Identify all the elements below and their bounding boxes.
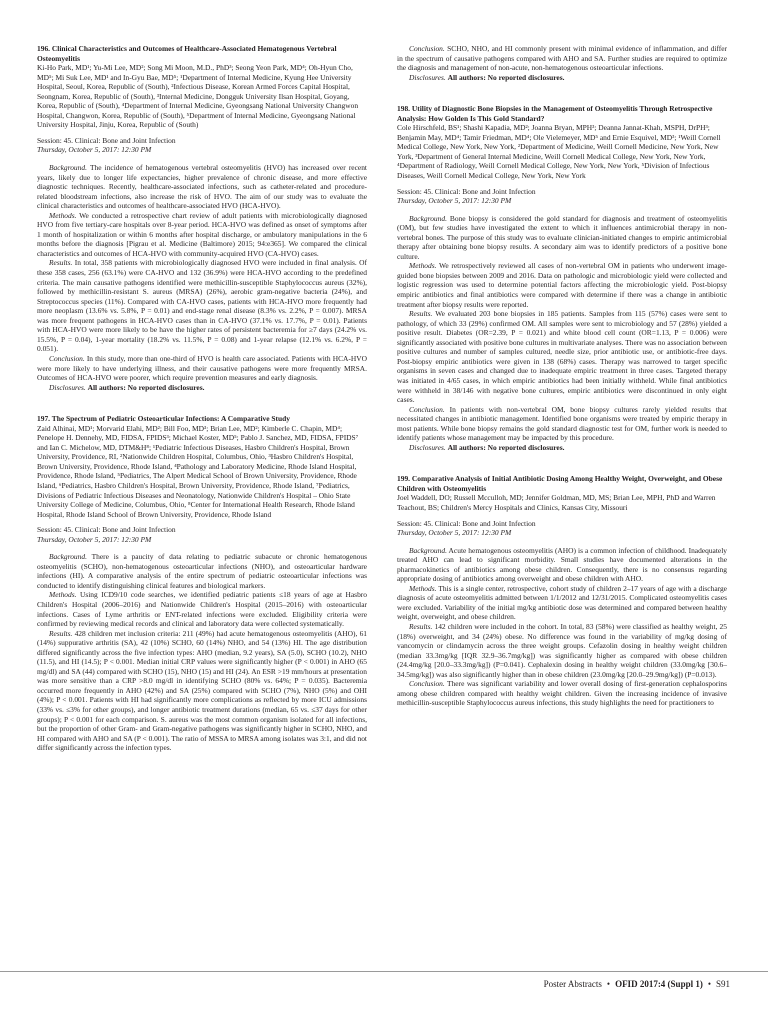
methods-paragraph [37, 590, 367, 628]
paragraph-text: Acute hematogenous osteomyelitis (AHO) is a common infection of childhood. Inadequately treated AHO can lead to significant morbidity. Small studies have documented alterations in the pharmacokinetics of antibiotics among obese children. Consequently, there is no consensus regarding appropriate dosing of antibiotics among overweight and obese children with AHO. [397, 545, 728, 584]
paragraph-text: 428 children met inclusion criteria: 211 (49%) had acute hematogenous osteomyelitis (AHO), 61 (14%) suppurative arthritis (SA), 42 (10%) SCHO, 60 (14%) NHO, and 54 (13%) HI. The age distribution differed significantly across the five infection types: AHO (median, 9.2 years), SA (5.0), SCHO (10.2), NHO (11.5), and HI (14.5); P < 0.001. Median initial CRP values were significantly higher (P < 0.001) in AHO (65 mg/dl) and SA (44) compared with SCHO (15), NHO (15) and HI (24). An ESR >19 mm/hours at presentation was more sensitive than a CRP >8.0 mg/dl in identifying SCHO (80% vs. 64%; P = 0.035). Bacteremia occurred more frequently in AHO (42%) and SA (25%) compared with SCHO (7%), NHO (5%) and OHI (4%); P < 0.001. Patients with HI had significantly more complications as reflected by more ICU admissions (33% vs. ≤3% for other groups), and longer antibiotic treatment durations (median, 65 vs. ≤37 days for other groups); P < 0.001 for each comparison. S. aureus was the most common organism isolated for all infections, but the proportion of other Gram- and Gram-negative pathogens was significantly higher in SCHO, NHO, and HI compared with AHO and SA (P < 0.001). The ratio of MSSA to MRSA among isolates was 3:1, and did not differ significantly across the infection types. [37, 628, 368, 753]
section-label: Conclusion. [49, 353, 85, 363]
footer-bullet: • [606, 979, 611, 989]
conclusion-paragraph [397, 405, 727, 443]
paragraph-text: All authors: No reported disclosures. [447, 442, 565, 452]
paragraph-text: All authors: No reported disclosures. [447, 72, 565, 82]
results-paragraph [37, 258, 367, 353]
author-list: Joel Waddell, DO; Russell Mcculloh, MD; Jennifer Goldman, MD, MS; Brian Lee, MPH, PhD and Warren Teachout, BS; Children's Mercy Hospitals and Clinics, Kansas City, Missouri [397, 493, 716, 512]
abstract-title: 198. Utility of Diagnostic Bone Biopsies in the Management of Osteomyelitis Through Retrospective Analysis: How Golden Is This Gold Standard? [397, 104, 713, 123]
conclusion-paragraph [397, 679, 727, 708]
abstract-title: 196. Clinical Characteristics and Outcomes of Healthcare-Associated Hematogenous Vertebral Osteomyelitis [37, 44, 337, 63]
paragraph-text: All authors: No reported disclosures. [87, 382, 205, 392]
conclusion-paragraph [37, 354, 367, 383]
footer-section: Poster Abstracts [543, 979, 602, 989]
paragraph-text: Using ICD9/10 code searches, we identified pediatric patients ≤18 years of age at Hasbro Children's Hospital (2006–2016) and Nationwide Children's Hospital (2015–2016) with osteoarticular infections. Cases of Lyme arthritis or ENT-related infections were excluded. Eligibility criteria were confirmed by reviewing medical records and clinical and laboratory data were collected systematically. [37, 590, 367, 629]
session-date: Thursday, October 5, 2017: 12:30 PM [397, 528, 512, 538]
session-date: Thursday, October 5, 2017: 12:30 PM [37, 534, 152, 544]
abstract-title: 197. The Spectrum of Pediatric Osteoarticular Infections: A Comparative Study [37, 414, 290, 424]
page-footer [0, 971, 768, 995]
disclosures-paragraph [397, 73, 727, 83]
session-label: Session: 45. Clinical: Bone and Joint Infection [397, 186, 536, 196]
footer-bullet: • [707, 979, 711, 989]
section-label: Methods. [49, 590, 77, 600]
paragraph-text: In patients with non-vertebral OM, bone biopsy cultures rarely yielded results that necessitated changes in antibiotic management. Identified bone organisms were treated by empiric therapy in most patients. While bone biopsy remains the gold standard diagnostic test for OM, further work is needed to identify patients whose management may be impacted by this procedure. [397, 404, 727, 443]
background-paragraph [37, 552, 367, 590]
paragraph-text: This is a single center, retrospective, cohort study of children 2–17 years of age with a discharge diagnosis of acute osteomyelitis admitted between 1/1/2012 and 12/31/2015. Complicated osteomyelitis cases were excluded. Variability of the initial mg/kg antibiotic dose was determined and compared between healthy weight, overweight, and obese children. [397, 583, 727, 622]
left-column [37, 44, 367, 753]
paragraph-text: The incidence of hematogenous vertebral osteomyelitis (HVO) has increased over recent years, likely due to longer life expectancies, higher prevalence of chronic disease, and more effective diagnostic techniques. Recently, healthcare-associated infections, such as catheter-related and procedure-related bloodstream infections, also increase the risk of HVO. The aim of our study was to evaluate the clinical characteristics and outcomes of healthcare-associated HVO (HCA-HVO). [37, 163, 367, 211]
author-list: Ki-Ho Park, MD¹; Yu-Mi Lee, MD²; Song Mi Moon, M.D., PhD³; Seong Yeon Park, MD⁴; Oh-Hyun Cho, MD⁵; Mi Suk Lee, MD¹ and In-Gyu Bae, MD⁵; ¹Department of Internal Medicine, Kyung Hee University Hospital, Seoul, Korea, Republic of (South), ²Infectious Disease, Korean Armed Forces Capital Hospital, Seongnam, Korea, Republic of (South), ³Internal Medicine, Dongguk University Ilsan Hospital, Goyang, Korea, Republic of (South), ⁴Department of Internal Medicine, Gyeongsang National University Changwon Hospital, Changwon, Korea, Republic of (South), ⁵Department of Internal Medicine, Gyeongsang National University Hospital, Jinju, Korea, Republic of (South) [37, 63, 359, 130]
results-paragraph [397, 622, 727, 679]
session-label: Session: 45. Clinical: Bone and Joint Infection [37, 525, 176, 535]
results-paragraph [397, 309, 727, 404]
background-paragraph [397, 546, 727, 584]
background-paragraph [37, 163, 367, 211]
section-label: Results. [409, 309, 433, 319]
methods-paragraph [397, 261, 727, 309]
footer-citation [544, 980, 730, 990]
methods-paragraph [37, 211, 367, 259]
section-label: Background. [49, 552, 87, 562]
section-label: Conclusion. [409, 44, 445, 53]
abstract-title: 199. Comparative Analysis of Initial Antibiotic Dosing Among Healthy Weight, Overweight, and Obese Children with Osteomyelitis [397, 474, 723, 493]
section-label: Results. [409, 621, 433, 631]
section-gap [397, 452, 727, 474]
section-label: Methods. [49, 210, 77, 220]
section-gap [397, 82, 727, 104]
disclosures-paragraph [397, 443, 727, 453]
section-label: Methods. [409, 261, 437, 271]
section-label: Conclusion. [409, 679, 445, 689]
abstract-198 [397, 104, 727, 452]
section-label: Background. [49, 163, 87, 173]
paragraph-text: We retrospectively reviewed all cases of non-vertebral OM in patients who underwent image-guided bone biopsies between 2009 and 2016. Data on pathologic and microbiologic yield were collected and logistic regression was used to determine potential factors affecting the microbiologic yield. Post-biopsy empiric antibiotics and final antibiotics were compared with determine if there was a change in antibiotic treatment after biopsy results were reported. [397, 261, 727, 309]
conclusion-paragraph [397, 44, 727, 73]
section-label: Disclosures. [409, 442, 446, 452]
session-date: Thursday, October 5, 2017: 12:30 PM [37, 145, 152, 155]
paragraph-text: In this study, more than one-third of HVO is health care associated. Patients with HCA-HVO were more likely to have underlying illness, and their causative pathogens were more frequently MRSA. Outcomes of HCA-HVO were poorer, which require prevention measures and early diagnosis. [37, 353, 367, 383]
paragraph-text: 142 children were included in the cohort. In total, 83 (58%) were classified as healthy weight, 25 (18%) overweight, and 34 (24%) obese. No difference was found in the variability of mg/kg dosing of vancomycin or clindamycin across the three weight groups. Cefazolin dosing in healthy weight children (median 33.3mg/kg [IQR 32.9–36.7mg/kg]) was significantly higher as compared with obese children (24.4mg/kg [20.0–33.3mg/kg]) (P=0.041). Cephalexin dosing in healthy weight children (33.0mg/kg [30.6–34.5mg/kg]) was also significantly higher than in obese children (23.0mg/kg [20.0–29.9mg/kg]) (P=0.013). [397, 621, 727, 679]
methods-paragraph [397, 584, 727, 622]
page-number: S91 [715, 979, 730, 989]
abstract-199 [397, 474, 727, 708]
session-date: Thursday, October 5, 2017: 12:30 PM [397, 196, 512, 206]
right-column [397, 44, 727, 708]
abstract-197-continued [397, 44, 727, 82]
footer-journal: OFID 2017:4 (Suppl 1) [615, 979, 703, 989]
section-label: Results. [49, 628, 73, 638]
section-gap [37, 392, 367, 414]
author-list: Zaid Alhinai, MD¹; Morvarid Elahi, MD²; Bill Foo, MD³; Brian Lee, MD²; Kimberle C. Chapin, MD⁴; Penelope H. Dennehy, MD, FIDSA, FPIDS³; Michael Koster, MD⁵; Pablo J. Sanchez, MD, FIDSA, FPIDS⁷ and Ian C. Michelow, MD, DTM&H⁸; ¹Pediatric Infectious Diseases, Hasbro Children's Hospital, Brown University, Providence, RI, ²Nationwide Children Hospital, Columbus, Ohio, ³Hasbro Children's Hospital, Brown University, Providence, Rhode Island, ⁴Pathology and Laboratory Medicine, Rhode Island Hospital, Providence, Rhode Island, ⁵Pediatrics, The Alpert Medical School of Brown University, Providence, Rhode Island, ⁶Pediatrics, Hasbro Children's Hospital, Brown University, Providence, Rhode Island, ⁷Pediatrics, Divisions of Pediatric Infectious Diseases and Neonatology, Nationwide Children's Hospital – Ohio State University College of Medicine, Columbus, Ohio, ⁸Center for International Health Research, Rhode Island Hospital, Rhode Island School of Brown University, Providence, Rhode Island [37, 423, 359, 519]
paragraph-text: There is a paucity of data relating to pediatric subacute or chronic hematogenous osteomyelitis (SCHO), non-hematogenous osteoarticular infections (NHO), and osteoarticular hardware infections (HI). A comparative analysis of the entire spectrum of pediatric osteoarticular infections was conducted to identify distinguishing clinical features and biological markers. [37, 552, 367, 590]
section-label: Disclosures. [49, 382, 86, 392]
abstract-197 [37, 414, 367, 753]
author-list: Cole Hirschfeld, BS¹; Shashi Kapadia, MD²; Joanna Bryan, MPH³; Deanna Jannat-Khah, MSPH, DrPH³; Benjamin May, MD⁴; Tamir Friedman, MD⁴; Ole Vielemeyer, MD⁵ and Ernie Esquivel, MD³; ¹Weill Cornell Medical College, New York, New York, ²Department of Medicine, Weill Cornell Medicine, New York, New York, ³Department of General Internal Medicine, Weill Cornell Medical College, New York, New York, ⁴Department of Radiology, Weill Cornell Medical College, New York, New York, ⁵Division of Infectious Diseases, Weill Cornell Medical College, New York, New York [397, 123, 721, 181]
section-label: Background. [409, 545, 447, 555]
paragraph-text: There was significant variability and lower overall dosing of first-generation cephalosporins among obese children compared with healthy weight children. Given the increasing incidence of invasive methicillin-susceptible Staphylococcus aureus infections, this study highlights the need for practitioners to [397, 679, 727, 708]
session-label: Session: 45. Clinical: Bone and Joint Infection [397, 518, 536, 528]
abstract-196 [37, 44, 367, 392]
section-label: Methods. [409, 583, 437, 593]
paragraph-text: Bone biopsy is considered the gold standard for diagnosis and treatment of osteomyelitis (OM), but few studies have investigated the extent to which it influences antimicrobial therapy in non-vertebral bones. The purpose of this study was to evaluate clinician-initiated changes to empiric antimicrobial therapy after obtaining bone biopsy results. A secondary aim was to identify predictors of a positive bone culture. [397, 213, 727, 261]
section-label: Disclosures. [409, 72, 446, 82]
paragraph-text: In total, 358 patients with microbiologically diagnosed HVO were included in final analysis. Of these 358 cases, 256 (63.1%) were CA-HVO and 132 (36.9%) were HCA-HVO according to the predefined criteria. The main causative pathogens identified were methicillin-susceptible Staphylococcus aureus (32%), followed by methicillin-resistant S. aureus (MRSA) (26%), aerobic gram-negative bacteria (24%), and Streptococcus species (11%). Compared with CA-HVO cases, patients with HCA-HVO more frequently had more neoplasm (13.6% vs. 5.8%, P = 0.01) and end-stage renal disease (8.3% vs. 2.2%, P = 0.007). MRSA was more frequent pathogens in HCA-HVO cases than in CA-HVO (37.1% vs. 17.7%, P = 0.01). Patients with HCA-HVO were more likely to be have the higher rates of persistent bacteremia for ≥7 days (24.2% vs. 15.5%, P = 0.04), 1-year mortality (18.2% vs. 11.5%, P = 0.08) and 1-year relapse (12.1% vs. 6.2%, P = 0.051). [37, 258, 368, 354]
paragraph-text: SCHO, NHO, and HI commonly present with minimal evidence of inflammation, and differ in the spectrum of causative pathogens compared with AHO and SA. Further studies are required to optimize the diagnosis and management of non-acute, non-hematogenous osteoarticular infections. [397, 44, 728, 73]
paragraph-text: We evaluated 203 bone biopsies in 185 patients. Samples from 115 (57%) cases were sent to pathology, of which 33 (29%) confirmed OM. All samples were sent to microbiology and 57 (28%) yielded a positive result. Diabetes (OR=2.39, P = 0.021) and white blood cell count (OR=1.13, P = 0.006) were significantly associated with positive bone cultures in multivariate analyses. There was no association between positive cultures and number of samples cultured, needle size, prior antibiotic use, or antibiotic-free days. Post-biopsy empiric antibiotics were given in 138 (68%) cases. Therapy was narrowed to target specific organisms in seven cases and changed due to inadequate empiric treatment in three cases. Targeted therapy was initiated in 4/65 cases, in which empiric antibiotics had been initially withheld. While final antibiotics were withheld in 38/146 with negative bone cultures, empiric antibiotics were discontinued in only eight cases. [397, 309, 727, 405]
section-label: Conclusion. [409, 404, 445, 414]
results-paragraph [37, 629, 367, 753]
session-label: Session: 45. Clinical: Bone and Joint Infection [37, 135, 176, 145]
section-label: Results. [49, 258, 73, 268]
paragraph-text: We conducted a retrospective chart review of adult patients with microbiologically diagnosed HVO from five tertiary-care hospitals over 8-year period. HCA-HVO was defined as onset of symptoms after 1 month of hospitalization or within 6 months after hospital discharge, or ambulatory manipulations in the 6 months before the diagnosis [Pigrau et al. Medicine (Baltimore) 2015; 94:e365]. We compared the clinical characteristics and outcomes of HCA-HVO with community-acquired HVO (CA-HVO) cases. [37, 210, 367, 258]
background-paragraph [397, 214, 727, 262]
section-label: Background. [409, 213, 447, 223]
disclosures-paragraph [37, 383, 367, 393]
footer-divider [0, 971, 768, 972]
